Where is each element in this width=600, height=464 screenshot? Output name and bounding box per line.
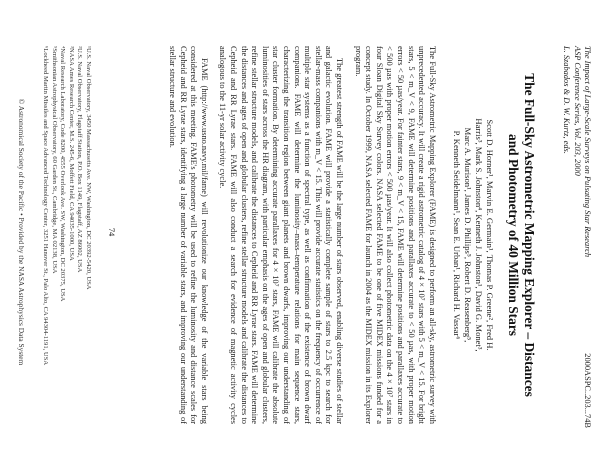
- author-line-4: P. Kenneth Seidelmann¹, Sean E. Urban¹, Richard H. Vassar⁶: [451, 130, 462, 340]
- proceedings-header: [561, 46, 592, 286]
- paper-title-line-1: The Full-Sky Astrometric Mapping Explorer – Distances: [521, 73, 537, 397]
- paper-title: [505, 46, 537, 424]
- affiliation-6: ⁶Lockheed Martin Missiles and Space Advanced Technology Center, 3251 Hanover St., Palo Alto, CA 94304-1191, USA: [42, 46, 50, 366]
- affiliation-1: ¹U.S. Naval Observatory, 3450 Massachusetts Ave. NW, Washington, DC 20392-5420, USA: [85, 46, 92, 290]
- body-paragraph-3: FAME (http://www.usno.navy.mil/fame) will revolutionize our knowledge of the variable stars being considered at this meeting. FAME's photometry will be used to refine the luminosity and distance scales for Cepheid and RR Lyrae stars, identifying a large number of variable stars, and improving our understanding of stellar structure and evolution.: [168, 46, 209, 424]
- proceedings-editors-line: L. Szabados & D. W. Kurtz, eds.: [562, 46, 572, 154]
- affiliation-3: ³NASA Ames Research Center, M.S. 245-6, Moffett Field, CA 94035-1000, USA: [67, 46, 75, 261]
- body-paragraph-2: The greatest strength of FAME will be the large number of stars observed, enabling diverse studies of stellar and galactic evolution. FAME will provide a statistically complete sample of stars to 2.5 kpc to search for stellar-mass companions with m_V < 15. This will provide accurate statistics on the frequency of occurrence of multiple star systems as a function of spectral type, as well as confirmation of the existence of brown dwarf companions. FAME will determine the luminosity–mass–temperature relations for main sequence stars, characterizing the transition region between giant planets and brown dwarfs, improving our understanding of star cluster formation. By determining accurate parallaxes for 4 × 10⁷ stars, FAME will calibrate the absolute luminosities of stars across the HR diagram, with particular emphasis on the ages of open and globular clusters, refine stellar structure models, and calibrate the distances to Cepheid and RR Lyrae stars. FAME will determine the distances and ages of open and globular clusters, refine stellar structure models and calibrate the distances to Cepheid and RR Lyrae stars. FAME will also conduct a search for evidence of magnetic activity cycles analogous to the 11-yr solar activity cycle.: [218, 46, 345, 424]
- bibcode: 2000ASPC..203...74B: [583, 353, 592, 428]
- body-paragraph-1: The Full-Sky Astrometric Mapping Explorer (FAME) is designed to perform an all-sky, astrometric survey with unprecedented accuracy. It will create a rigid astrometric catalog of 4 × 10⁷ stars with 5 < m_V < 15. For bright stars, 5 < m_V < 9, FAME will determine positions and parallaxes accurate to < 50 µas, with proper motion errors < 50 µas/year. For fainter stars, 9 < m_V < 15, FAME will determine positions and parallaxes accurate to < 500 µas with proper motion errors < 500 µas/year. It will also collect photometric data on the 4 × 10⁷ stars in four Sloan Digital Sky Survey colors. NASA selected FAME to be one of five MIDEX missions funded for a concept study. In October 1999, NASA selected FAME for launch in 2004 as the MIDEX mission in its Explorer program.: [353, 46, 437, 424]
- proceedings-series-line: The Impact of Large-Scale Surveys on Pulsating Star Research: [583, 46, 592, 258]
- author-list: [451, 46, 495, 424]
- proceedings-volume-line: ASP Conference Series, Vol. 203, 2000: [572, 46, 582, 176]
- author-line-3: Marc A. Murison¹, James D. Phillips⁵, Robert D. Reasenberg⁵,: [462, 127, 473, 343]
- paper-title-line-2: and Photometry of 40 Million Stars: [505, 134, 521, 336]
- author-line-2: Harris³, Mark S. Johnston⁴, Kenneth J. Johnston¹, David G. Monet³,: [473, 118, 484, 352]
- affiliation-footnotes: [40, 46, 92, 424]
- affiliation-5: ⁵Smithsonian Astrophysical Observatory, 60 Garden St., Cambridge, MA 02138, USA: [50, 46, 58, 274]
- page-number: 74: [107, 227, 116, 237]
- affiliation-4: ⁴Naval Research Laboratory, Code 8200, 4555 Overlook Ave. SW, Washington, DC 20375, USA: [59, 46, 67, 302]
- author-line-1: Scott D. Horner¹, Marvin E. Germain¹, Thomas P. Greene², Fred H.: [484, 119, 495, 351]
- affiliation-2: ²U.S. Naval Observatory, Flagstaff Station, P.O. Box 1149, Flagstaff, AZ 86002, USA: [76, 46, 84, 273]
- ads-footer: © Astronomical Society of the Pacific • Provided by the NASA Astrophysics Data System: [17, 98, 26, 366]
